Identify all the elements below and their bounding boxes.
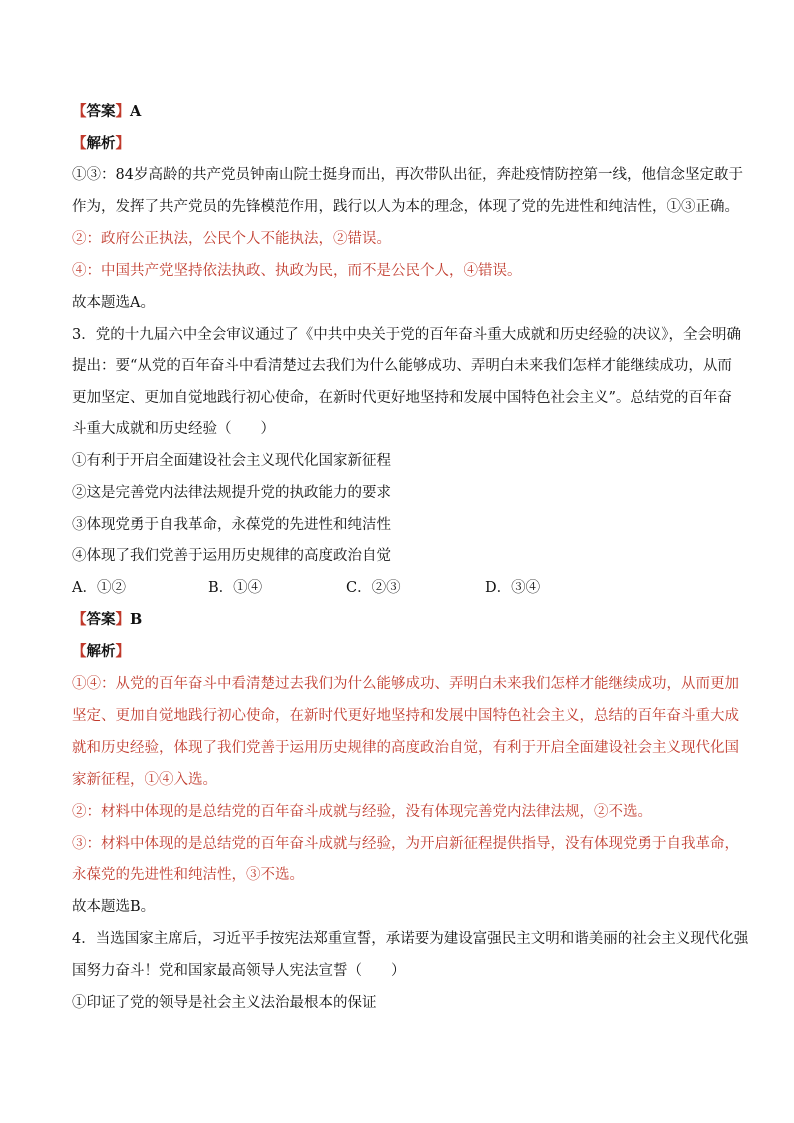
analysis-line: 作为，发挥了共产党员的先锋模范作用，践行以人为本的理念，体现了党的先进性和纯洁性，①③正确。 xyxy=(72,199,739,215)
analysis-line: 就和历史经验，体现了我们党善于运用历史规律的高度政治自觉，有利于开启全面建设社会主义现代化国 xyxy=(72,740,739,756)
question-stem: 国努力奋斗！党和国家最高领导人宪法宣誓（ ） xyxy=(72,963,406,979)
option-c: C．②③ xyxy=(346,580,401,596)
answer-value: B xyxy=(130,611,143,628)
question-stem: 4．当选国家主席后，习近平手按宪法郑重宣誓，承诺要为建设富强民主文明和谐美丽的社会主义现代化强 xyxy=(72,931,749,947)
statement-item: ③体现党勇于自我革命，永葆党的先进性和纯洁性 xyxy=(72,517,391,533)
question-stem: 斗重大成就和历史经验（ ） xyxy=(72,421,275,437)
question-stem: 更加坚定、更加自觉地践行初心使命，在新时代更好地坚持和发展中国特色社会主义”。总结党的百年奋 xyxy=(72,390,732,406)
question-stem: 提出：要“从党的百年奋斗中看清楚过去我们为什么能够成功、弄明白未来我们怎样才能继续成功，从而 xyxy=(72,358,732,374)
answer-label: 【答案】A xyxy=(72,103,142,120)
conclusion: 故本题选A。 xyxy=(72,295,155,311)
answer-label: 【答案】B xyxy=(72,611,143,628)
analysis-label: 【解析】 xyxy=(72,135,130,152)
analysis-line: ①④：从党的百年奋斗中看清楚过去我们为什么能够成功、弄明白未来我们怎样才能继续成功，从而更加 xyxy=(72,676,739,692)
answer-value: A xyxy=(130,103,142,120)
statement-item: ①印证了党的领导是社会主义法治最根本的保证 xyxy=(72,995,377,1011)
analysis-line: ④：中国共产党坚持依法执政、执政为民，而不是公民个人，④错误。 xyxy=(72,263,522,279)
option-b: B．①④ xyxy=(208,580,263,596)
analysis-line: 家新征程，①④入选。 xyxy=(72,772,217,788)
conclusion: 故本题选B。 xyxy=(72,899,156,915)
statement-item: ②这是完善党内法律法规提升党的执政能力的要求 xyxy=(72,485,391,501)
analysis-label: 【解析】 xyxy=(72,643,130,660)
analysis-line: ②：政府公正执法，公民个人不能执法，②错误。 xyxy=(72,231,391,247)
analysis-line: ③：材料中体现的是总结党的百年奋斗成就与经验，为开启新征程提供指导，没有体现党勇于自我革命， xyxy=(72,836,739,852)
analysis-line: ②：材料中体现的是总结党的百年奋斗成就与经验，没有体现完善党内法律法规，②不选。 xyxy=(72,804,652,820)
analysis-line: 坚定、更加自觉地践行初心使命，在新时代更好地坚持和发展中国特色社会主义，总结的百年奋斗重大成 xyxy=(72,708,739,724)
statement-item: ④体现了我们党善于运用历史规律的高度政治自觉 xyxy=(72,548,391,564)
statement-item: ①有利于开启全面建设社会主义现代化国家新征程 xyxy=(72,453,391,469)
analysis-line: ①③：84岁高龄的共产党员钟南山院士挺身而出，再次带队出征，奔赴疫情防控第一线，他信念坚定敢于 xyxy=(72,167,743,183)
option-a: A．①② xyxy=(72,580,126,596)
question-stem: 3．党的十九届六中全会审议通过了《中共中央关于党的百年奋斗重大成就和历史经验的决议》，全会明确 xyxy=(72,327,741,343)
option-d: D．③④ xyxy=(485,580,541,596)
analysis-line: 永葆党的先进性和纯洁性，③不选。 xyxy=(72,867,304,883)
